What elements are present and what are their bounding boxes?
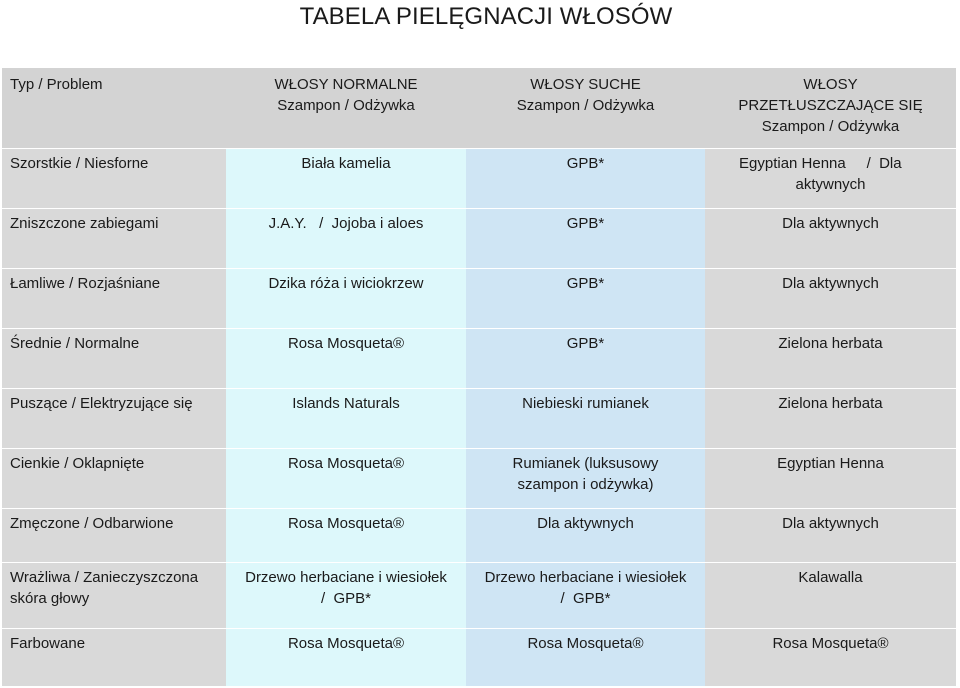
header-normal-line-1: WŁOSY NORMALNE <box>274 76 418 93</box>
header-oily-line-1: WŁOSY <box>803 76 858 93</box>
table-row <box>2 508 956 562</box>
oily-hair-cell <box>705 628 956 686</box>
header-oily-line-2: PRZETŁUSZCZAJĄCE SIĘ <box>738 97 923 114</box>
dry-hair-line-1: Drzewo herbaciane i wiesiołek <box>484 568 687 586</box>
dry-hair-cell: GPB* <box>466 208 705 268</box>
oily-hair-cell <box>705 388 956 448</box>
problem-cell: Cienkie / Oklapnięte <box>2 448 226 508</box>
normal-hair-cell: Rosa Mosqueta® <box>226 628 466 686</box>
oily-hair-cell <box>705 562 956 628</box>
dry-hair-cell: Niebieski rumianek <box>466 388 705 448</box>
dry-hair-cell: GPB* <box>466 328 705 388</box>
normal-hair-cell: Rosa Mosqueta® <box>226 328 466 388</box>
normal-hair-cell: Dzika róża i wiciokrzew <box>226 268 466 328</box>
problem-cell <box>2 562 226 628</box>
oily-hair-line-1: Dla aktywnych <box>782 214 879 232</box>
problem-cell: Farbowane <box>2 628 226 686</box>
normal-hair-cell <box>226 562 466 628</box>
oily-hair-cell <box>705 148 956 208</box>
dry-hair-cell: GPB* <box>466 148 705 208</box>
header-dry-line-2: Szampon / Odżywka <box>516 97 655 114</box>
page-title: TABELA PIELĘGNACJI WŁOSÓW <box>299 3 673 30</box>
oily-hair-cell <box>705 328 956 388</box>
dry-hair-line-2: / GPB* <box>560 589 611 607</box>
oily-hair-cell <box>705 208 956 268</box>
header-row <box>2 68 956 148</box>
header-dry-hair <box>466 68 705 148</box>
oily-hair-line-1: Kalawalla <box>798 568 863 586</box>
oily-hair-cell <box>705 448 956 508</box>
normal-hair-cell: Rosa Mosqueta® <box>226 508 466 562</box>
oily-hair-cell <box>705 268 956 328</box>
dry-hair-cell <box>466 562 705 628</box>
header-problem-label: Typ / Problem <box>10 76 103 93</box>
oily-hair-line-2: aktywnych <box>795 175 866 193</box>
problem-line-2: skóra głowy <box>10 589 90 607</box>
oily-hair-line-1: Egyptian Henna / Dla <box>739 154 902 172</box>
problem-cell: Szorstkie / Niesforne <box>2 148 226 208</box>
normal-hair-cell: Islands Naturals <box>226 388 466 448</box>
header-normal-line-2: Szampon / Odżywka <box>277 97 415 114</box>
table-row <box>2 448 956 508</box>
oily-hair-line-1: Dla aktywnych <box>782 274 879 292</box>
normal-hair-line-1: Drzewo herbaciane i wiesiołek <box>245 568 447 586</box>
normal-hair-cell: Rosa Mosqueta® <box>226 448 466 508</box>
table-row <box>2 268 956 328</box>
dry-hair-line-2: szampon i odżywka) <box>517 475 654 493</box>
oily-hair-line-1: Rosa Mosqueta® <box>772 634 889 652</box>
dry-hair-cell: GPB* <box>466 268 705 328</box>
table-row <box>2 328 956 388</box>
table-row <box>2 562 956 628</box>
dry-hair-cell: Rosa Mosqueta® <box>466 628 705 686</box>
header-problem <box>2 68 226 148</box>
header-oily-line-3: Szampon / Odżywka <box>761 118 900 135</box>
table-row <box>2 208 956 268</box>
oily-hair-cell <box>705 508 956 562</box>
oily-hair-line-1: Zielona herbata <box>778 334 883 352</box>
problem-cell: Łamliwe / Rozjaśniane <box>2 268 226 328</box>
normal-hair-cell: J.A.Y. / Jojoba i aloes <box>226 208 466 268</box>
header-normal-hair <box>226 68 466 148</box>
oily-hair-line-1: Zielona herbata <box>778 394 883 412</box>
hair-care-table <box>2 68 956 687</box>
problem-cell: Zniszczone zabiegami <box>2 208 226 268</box>
header-dry-line-1: WŁOSY SUCHE <box>530 76 641 93</box>
problem-cell: Zmęczone / Odbarwione <box>2 508 226 562</box>
table-row <box>2 388 956 448</box>
oily-hair-line-1: Dla aktywnych <box>782 514 879 532</box>
normal-hair-cell: Biała kamelia <box>226 148 466 208</box>
normal-hair-line-2: / GPB* <box>320 589 372 607</box>
dry-hair-line-1: Rumianek (luksusowy <box>512 454 659 472</box>
problem-line-1: Wrażliwa / Zanieczyszczona <box>10 568 199 586</box>
table-row <box>2 628 956 686</box>
problem-cell: Średnie / Normalne <box>2 328 226 388</box>
table-row <box>2 148 956 208</box>
dry-hair-cell: Dla aktywnych <box>466 508 705 562</box>
problem-cell: Puszące / Elektryzujące się <box>2 388 226 448</box>
oily-hair-line-1: Egyptian Henna <box>777 454 884 472</box>
header-oily-hair <box>705 68 956 148</box>
dry-hair-cell <box>466 448 705 508</box>
